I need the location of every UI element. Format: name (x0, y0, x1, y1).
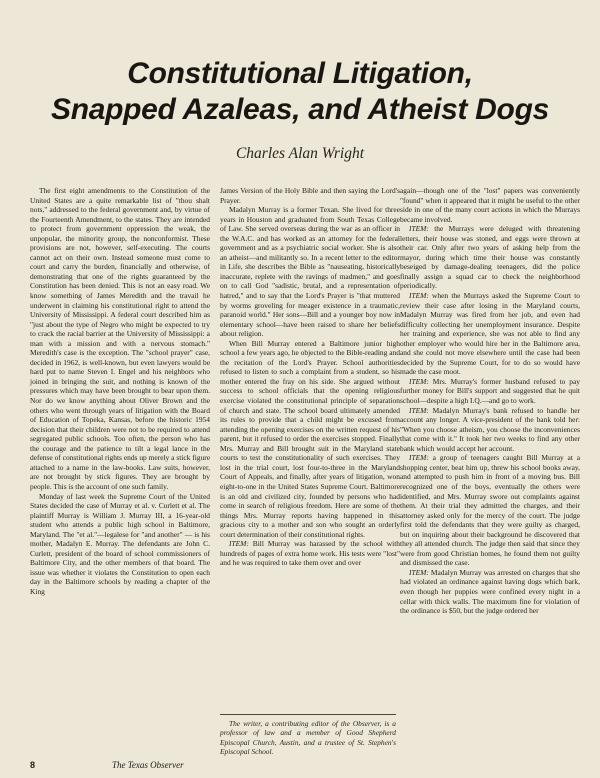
paragraph-text: When Bill Murray entered a Baltimore junior high school a few years ago, he objected to the Bible-reading and the recitation of the Lord's Prayer. School authorities refused to listen to such a complaint from a student, so his mother entered the fray on his side. She argued without success to school officials that the opening religious exercise violated the constitutional principle of separation of church and state. The school board ultimately amended its rules to provide that a child might be excused from attending the opening exercises on the written request of his parent, but it refused to order the exercises stopped. Finally Mrs. Murray and Bill brought suit in the Maryland state courts to test the constitutionality of such exercises. They lost in the trial court, lost four-to-three in the Maryland Court of Appeals, and finally, after years of litigation, won eight-to-one in the United States Supreme Court. Baltimore is an old and civilized city, founded by persons who had come in search of religious freedom. Here are some of the things Mrs. Murray reports having happened in this gracious city to a mother and son who sought an orderly court determination of their constitutional rights. (220, 338, 400, 539)
paragraph-text: Madalyn Murray was arrested on charges that she had violated an ordinance against having dogs which bark, even though her puppies were confined every night in a cellar with thick walls. The maximum fine for violation of the ordinance is $50, but the judge ordered her (400, 567, 580, 616)
article-paragraph (400, 568, 580, 616)
author-note-text: The writer, a contributing editor of the Observer, is a professor of law and a member of Good Shepherd Episcopal Church, Austin, and a trustee of St. Stephen's Episcopal School. (220, 719, 396, 757)
article-paragraph (220, 205, 400, 339)
article-paragraph (400, 186, 580, 224)
paragraph-text: James Version of the Holy Bible and then saying the Lord's Prayer. (220, 186, 400, 205)
article-title-line-2: Snapped Azaleas, and Atheist Dogs (51, 93, 549, 126)
byline: Charles Alan Wright (235, 145, 365, 162)
article-paragraph (400, 224, 580, 291)
item-label: ITEM: (409, 291, 429, 301)
paragraph-text: Madalyn Murray is a former Texan. She lived for three years in Houston and graduated from South Texas College of Law. She served overseas during the war as an officer in the W.A.C. and has worked as an attorney for the federal government and as a psychiatric social worker. She is also an atheist—and militantly so. In a recent letter to the editor in Life, she describes the Bible as "nauseating, historically inaccurate, replete with the ravings of madmen," and goes on to call God "sadistic, brutal, and a representation of hatred," and to say that the Lord's Prayer is "that muttered by worms groveling for meager existence in a traumatic, paranoid world." Her sons—Bill and a younger boy now in elementary school—have been raised to share her beliefs about religion. (220, 205, 400, 339)
article-title (20, 56, 580, 128)
item-label: ITEM: (409, 376, 429, 386)
article-paragraph (400, 377, 580, 406)
item-label: ITEM: (409, 567, 429, 577)
article-paragraph (400, 453, 580, 568)
text-column-1 (30, 186, 210, 597)
paragraph-text: Bill Murray was harassed by the school with hundreds of pages of extra home work. His tests were "lost" and he was required to take them over and over (220, 539, 400, 568)
text-column-2 (220, 186, 400, 568)
article-paragraph (400, 406, 580, 454)
item-label: ITEM: (409, 224, 429, 234)
article-paragraph (30, 492, 210, 597)
article-title-line-1: Constitutional Litigation, (127, 57, 473, 90)
article-paragraph (220, 539, 400, 568)
paragraph-text: the Murrays were deluged with threatening letters, their house was stoned, and eggs were thrown at their car. Only after two years of asking help from the mayor, during which time their house was constantly beseiged by damage-dealing teenagers, did the police finally assign a squad car to check the neighborhood periodically. (400, 224, 580, 291)
paragraph-text: a group of teenagers caught Bill Murray at a shopping center, beat him up, threw his school books away, and attempted to push him in front of a moving bus. Bill recognized one of the boys, eventually the others were identified, and Mrs. Murray swore out complaints against them. At their trial they admitted the charges, and their attorney asked only for the mercy of the court. The judge first told the defendants that they were guilty as charged, but on inquiring about their background he discovered that they all attended church. The judge then said that since they were from good Christian homes, he found them not guilty and dismissed the case. (400, 453, 580, 568)
item-label: ITEM: (409, 405, 429, 415)
publication-name: The Texas Observer (112, 760, 184, 770)
text-column-3 (400, 186, 580, 616)
paragraph-text: when the Murrays asked the Supreme Court to review their case after losing in the Maryland courts, Madalyn Murray was fired from her job, and even had difficulty collecting her unemployment insurance. Despite her training and experience, she was not able to find any other employer who would hire her in the Baltimore area, and she could not move elsewhere until the case had been decided by the Supreme Court, for to do so would have made the case moot. (400, 291, 580, 377)
article-paragraph (400, 291, 580, 377)
paragraph-text: The first eight amendments to the Constitution of the United States are a quite remarkable list of "thou shalt nots," addressed to the federal government and, by virtue of the Fourteenth Amendment, to the states. They are intended to protect from government oppression the weak, the unpopular, the minority group, the nonconformist. These provisions are not, however, self-executing. The courts cannot act on their own. Instead someone must come to court and carry the burden, financially and otherwise, of demonstrating that one of the rights guaranteed by the Constitution has been denied. This is not an easy road. We know something of James Meredith and the travail he underwent in claiming his constitutional right to attend the University of Mississippi. A federal court described him as "just about the type of Negro who might be expected to try to crack the racial barrier at the University of Mississippi: a man with a mission and with a nervous stomach." Meredith's case is the exception. The "school prayer" case, decided in 1962, is well-known, but even lawyers would be hard put to name Steven I. Engel and his neighbors who joined in bringing the suit, and nothing is known of the pressures which may have been brought to bear upon them. Nor do we know anything about Oliver Brown and the others who went through years of litigation with the Board of Education of Topeka, Kansas, before the historic 1954 decision that their children were not to be required to attend segregated public schools. Too often, the person who has the courage and the patience to tilt a legal lance in the defense of constitutional rights ends up merely a stick figure attached to a name in the law-books. Law suits, however, are not brought by stick figures. They are brought by people. This is the account of one such family. (30, 186, 210, 491)
paragraph-text: Mrs. Murray's former husband refused to pay further money for Bill's support and suggested that he quit school—despite a high I.Q.—and go to work. (400, 376, 580, 406)
article-paragraph (220, 339, 400, 539)
article-paragraph (220, 186, 400, 205)
page-number: 8 (30, 760, 36, 770)
article-paragraph (30, 186, 210, 492)
paragraph-text: Monday of last week the Supreme Court of the United States decided the case of Murray et al. v. Curlett et al. The plaintiff Murray is William J. Murray III, a 16-year-old student who attends a public high school in Baltimore, Maryland. The "et al."—legalese for "and another" — is his mother, Madalyn E. Murray. The defendants are John C. Curlett, president of the board of school commissioners of Baltimore City, and the other members of that board. The issue was whether it violates the Constitution to open each day in the Baltimore schools by reading a chapter of the King (30, 491, 210, 596)
item-label: ITEM: (229, 539, 249, 549)
author-note (220, 714, 396, 757)
item-label: ITEM: (409, 453, 429, 463)
paragraph-text: again—though one of the "lost" papers was conveniently "found" when it appeared that it might be useful to the other side in one of the many court actions in which the Murrays became involved. (400, 186, 580, 224)
paragraph-text: Madalyn Murray's bank refused to handle her account any longer. A vice-president of the bank told her: "When you choose atheism, you choose the inconveniences that come with it." It took her two weeks to find any other bank which would accept her account. (400, 405, 580, 453)
